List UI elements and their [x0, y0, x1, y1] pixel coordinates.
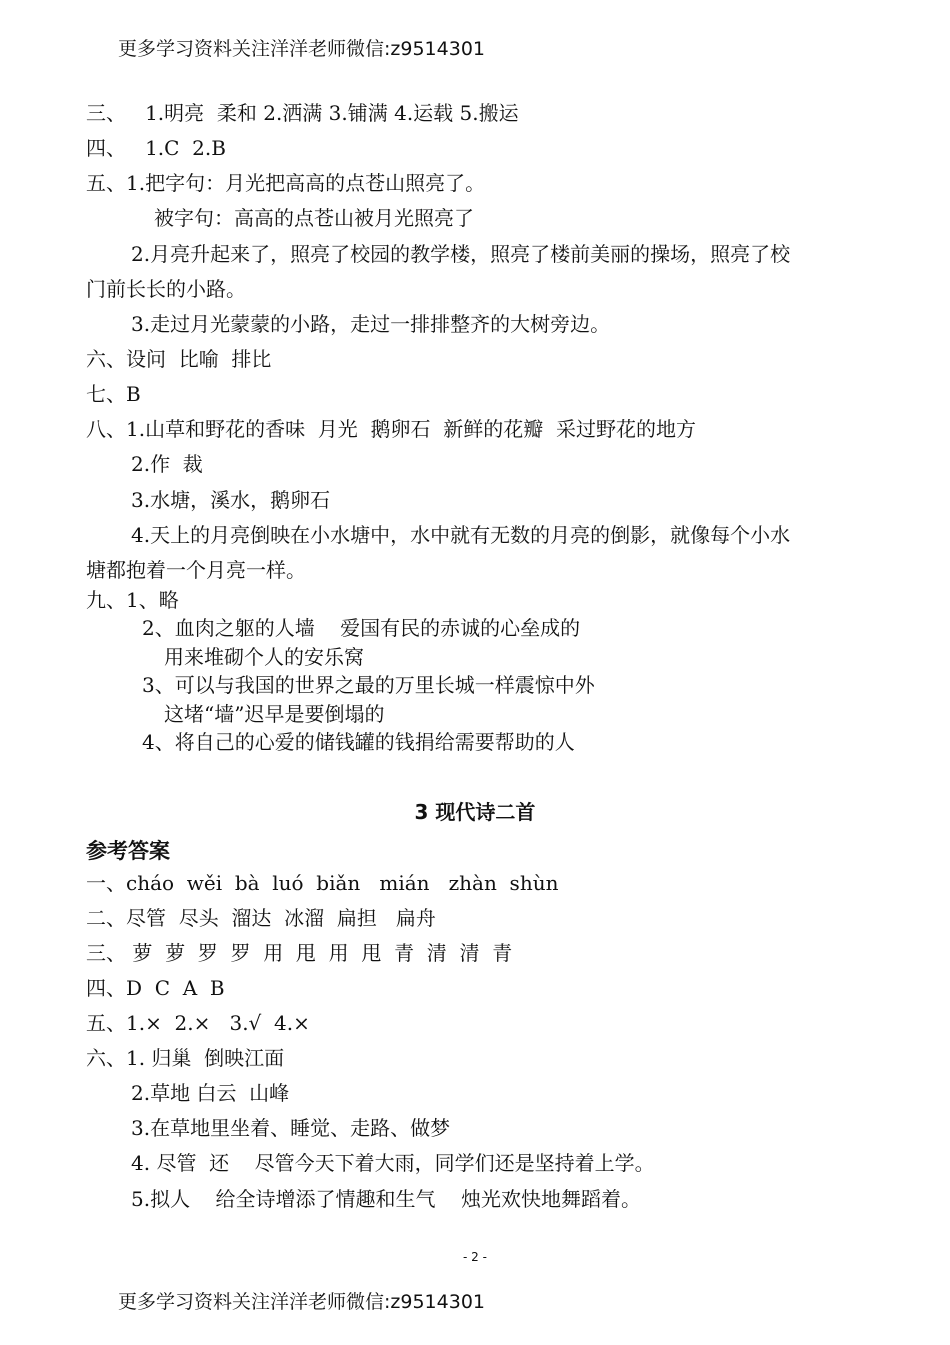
- answer-line: 六、设问 比喻 排比: [86, 347, 272, 371]
- answer-line: 3.走过月光蒙蒙的小路，走过一排排整齐的大树旁边。: [131, 312, 611, 336]
- answer-line: 3.水塘，溪水，鹅卵石: [131, 488, 331, 512]
- answer-line: 用来堆砌个人的安乐窝: [164, 645, 364, 669]
- answer-line: 八、1.山草和野花的香味 月光 鹅卵石 新鲜的花瓣 采过野花的地方: [86, 417, 696, 441]
- answer-line: 2.月亮升起来了，照亮了校园的教学楼，照亮了楼前美丽的操场，照亮了校: [131, 242, 791, 266]
- answer-line: 4.天上的月亮倒映在小水塘中，水中就有无数的月亮的倒影，就像每个小水: [131, 523, 791, 547]
- answer-line: 五、1.把字句：月光把高高的点苍山照亮了。: [86, 171, 486, 195]
- answer-line: 六、1. 归巢 倒映江面: [86, 1046, 285, 1070]
- page-number: - 2 -: [463, 1250, 487, 1264]
- answer-line: 门前长长的小路。: [86, 277, 246, 301]
- lesson-title: 3 现代诗二首: [414, 800, 536, 824]
- answer-line: 2、血肉之躯的人墙 爱国有民的赤诚的心垒成的: [142, 616, 581, 640]
- answer-line: 九、1、略: [86, 588, 179, 612]
- answer-line: 五、1.× 2.× 3.√ 4.×: [86, 1011, 310, 1035]
- answer-line: 三、 1.明亮 柔和 2.洒满 3.铺满 4.运载 5.搬运: [86, 101, 519, 125]
- answer-heading: 参考答案: [86, 839, 170, 863]
- answer-line: 四、 1.C 2.B: [86, 136, 226, 160]
- answer-line: 一、cháo wěi bà luó biǎn mián zhàn shùn: [86, 871, 559, 895]
- answer-line: 4、将自己的心爱的储钱罐的钱捐给需要帮助的人: [142, 730, 575, 754]
- answer-line: 这堵“墙”迟早是要倒塌的: [164, 702, 385, 726]
- page-header-note: 更多学习资料关注洋洋老师微信:z9514301: [118, 38, 485, 60]
- answer-line: 二、尽管 尽头 溜达 冰溜 扁担 扁舟: [86, 906, 436, 930]
- answer-line: 塘都抱着一个月亮一样。: [86, 558, 306, 582]
- answer-line: 5.拟人 给全诗增添了情趣和生气 烛光欢快地舞蹈着。: [131, 1187, 641, 1211]
- answer-line: 2.作 裁: [131, 452, 203, 476]
- answer-line: 2.草地 白云 山峰: [131, 1081, 290, 1105]
- answer-line: 4. 尽管 还 尽管今天下着大雨，同学们还是坚持着上学。: [131, 1151, 655, 1175]
- answer-line: 七、B: [86, 382, 141, 406]
- answer-line: 被字句：高高的点苍山被月光照亮了: [154, 206, 474, 230]
- page-footer-note: 更多学习资料关注洋洋老师微信:z9514301: [118, 1291, 485, 1313]
- answer-line: 3.在草地里坐着、睡觉、走路、做梦: [131, 1116, 451, 1140]
- answer-line: 三、 萝 萝 罗 罗 用 甩 用 甩 青 清 清 青: [86, 941, 513, 965]
- answer-line: 3、可以与我国的世界之最的万里长城一样震惊中外: [142, 673, 595, 697]
- answer-line: 四、D C A B: [86, 976, 225, 1000]
